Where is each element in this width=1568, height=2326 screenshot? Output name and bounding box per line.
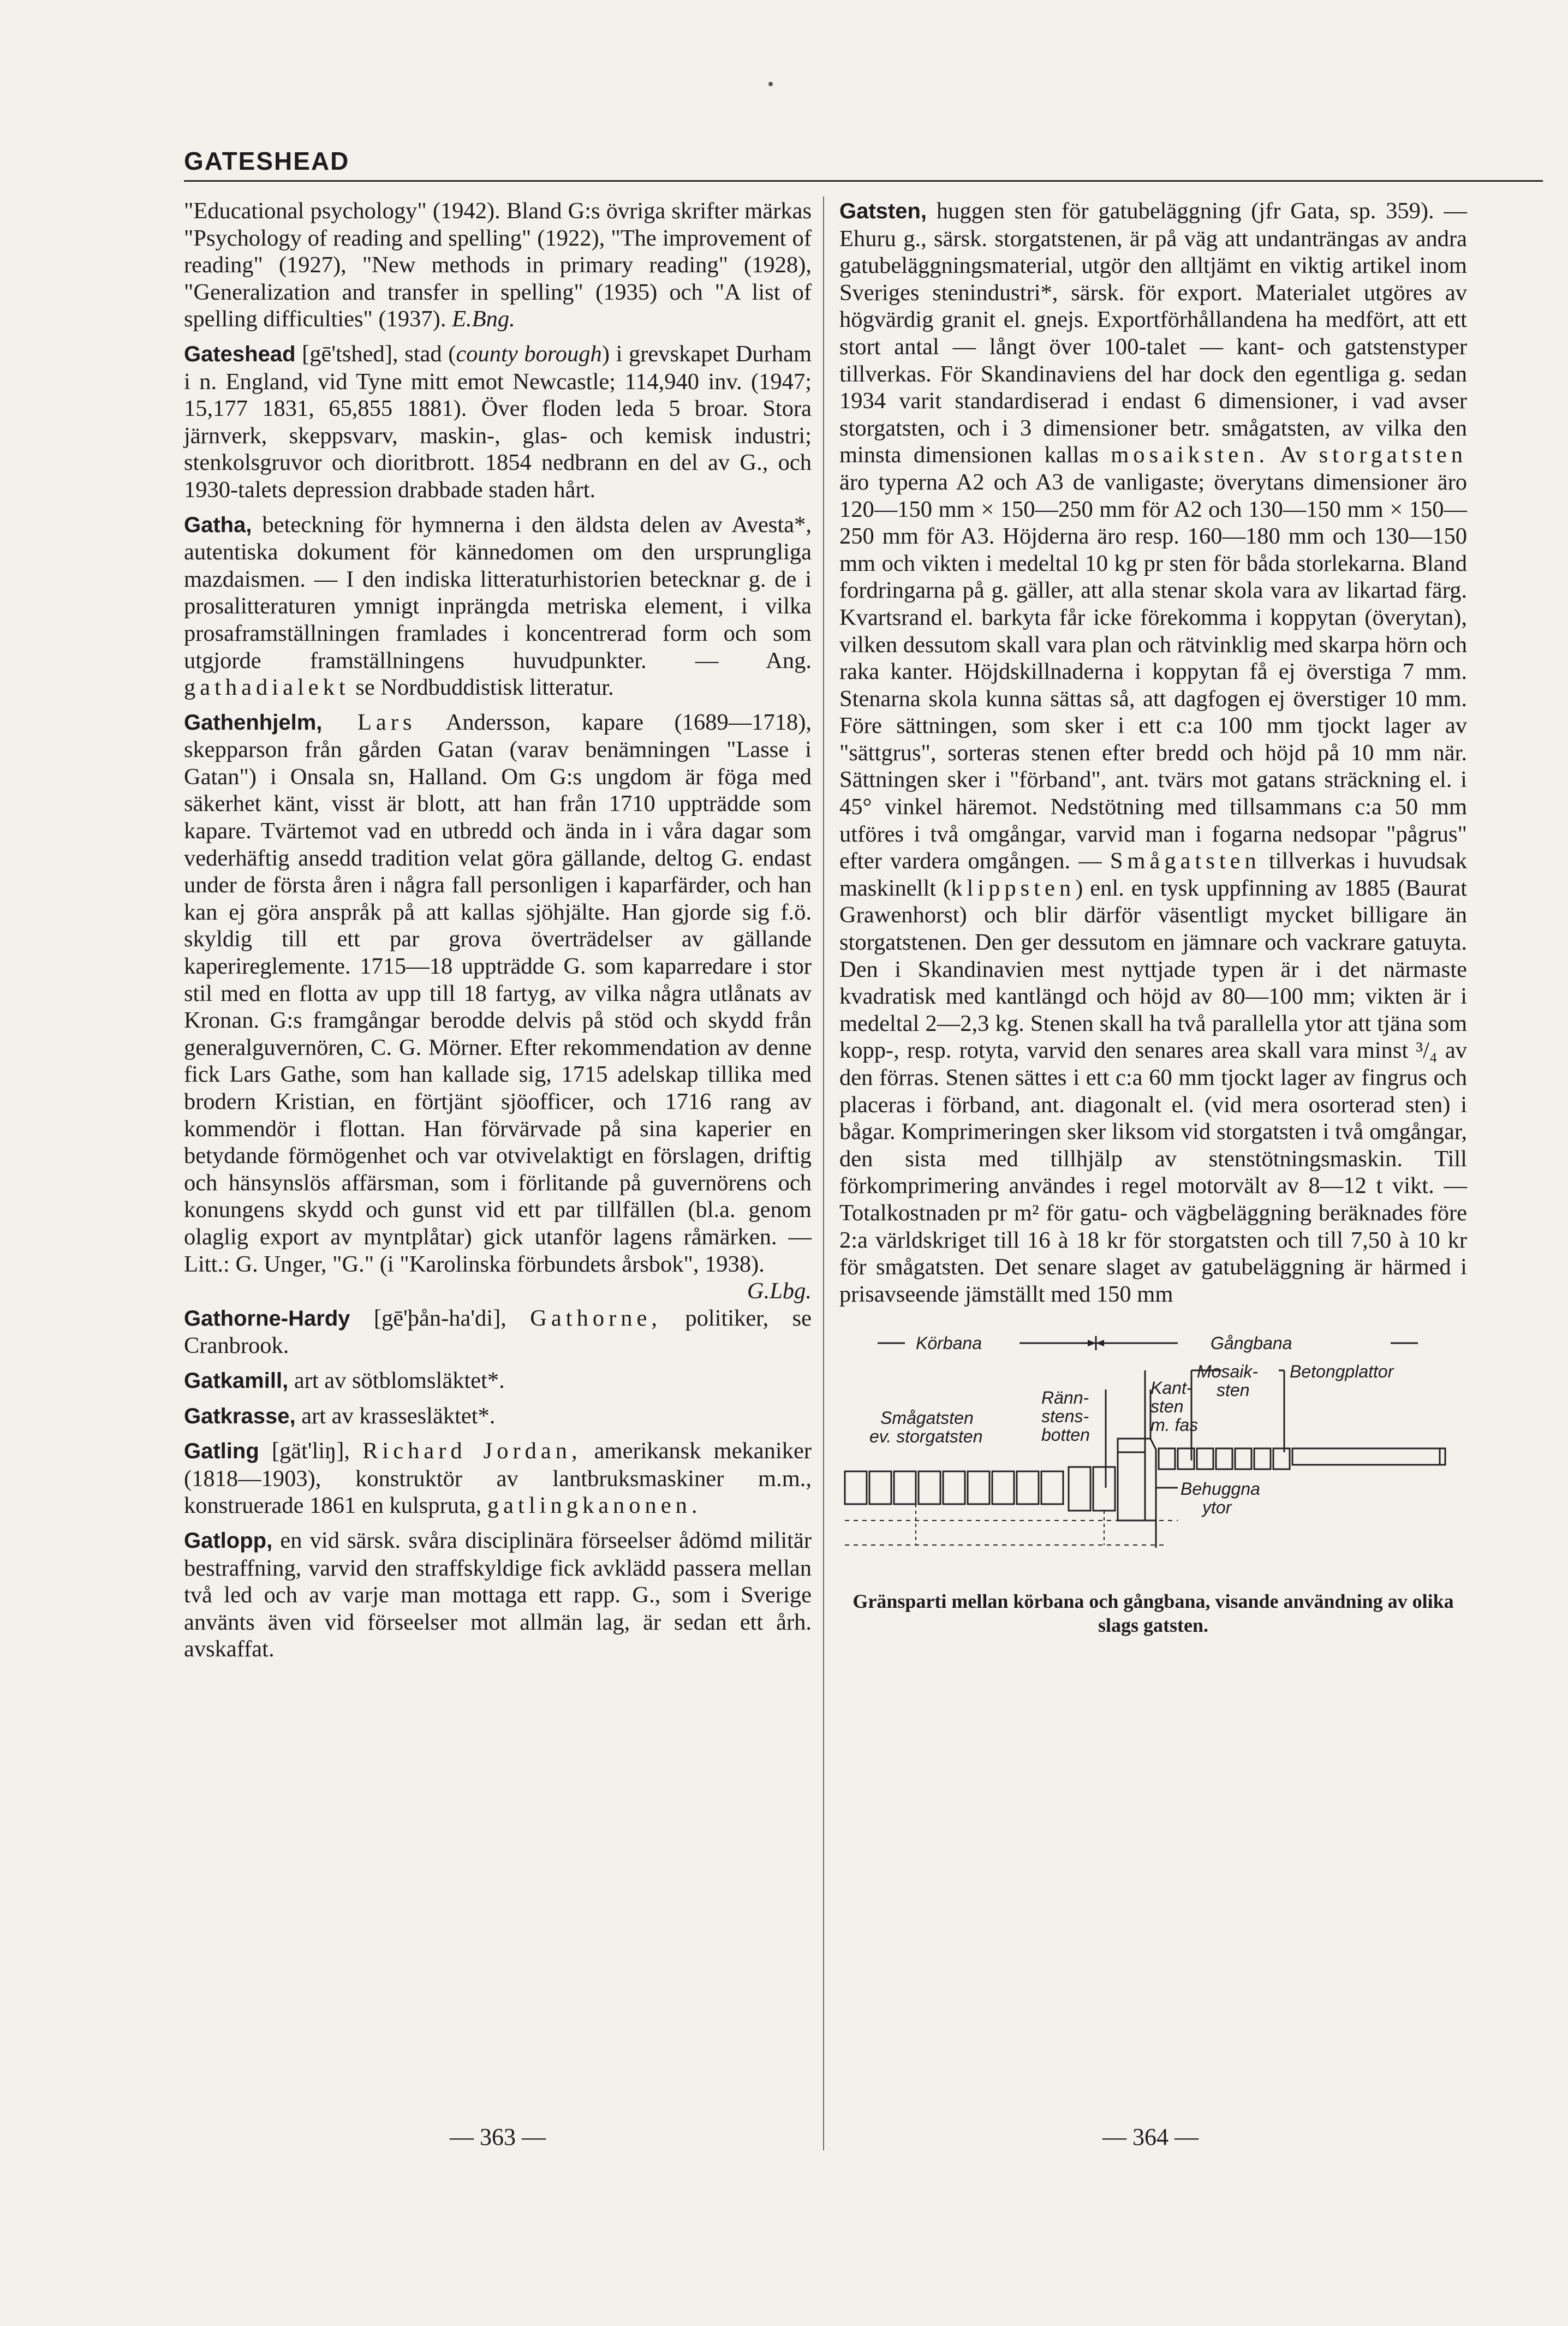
label-rannstensbotten: Ränn- stens- botten	[1041, 1388, 1090, 1445]
page-number-left: — 363 —	[450, 2124, 546, 2150]
entry-gatha: Gatha, beteckning för hymnerna i den äldsta delen av Avesta*, autentiska dokument för kännedomen om den ursprungliga mazdaismen. — I den indiska litteraturhistorien betecknar g. de i prosalitteraturen ymnigt inprängda metriska element, i vilka prosaframställningen framlades i koncentrerad form och som utgjorde framställningens huvudpunkter. — Ang. gathadialekt se Nordbuddistisk litteratur.	[184, 511, 812, 701]
headword: Gatkamill,	[184, 1368, 289, 1393]
label-mosaiksten: Mosaik- sten	[1197, 1362, 1259, 1400]
author-signature: G.Lbg.	[747, 1278, 812, 1304]
print-dot	[768, 82, 773, 86]
page-header	[184, 146, 1543, 182]
headword: Gatlopp,	[184, 1528, 273, 1553]
label-smagatsten: Smågatsten ev. storgatsten	[869, 1408, 983, 1447]
headword: Gatkrasse,	[184, 1404, 296, 1428]
page-number-right: — 364 —	[1102, 2124, 1199, 2150]
entry-gatling: Gatling [gät'liŋ], Richard Jordan, amerikansk mekaniker (1818—1903), konstruktör av lantbruksmaskiner m.m., konstruerade 1861 en kulspruta, gatlingkanonen.	[184, 1438, 812, 1519]
column-divider	[823, 196, 824, 2150]
label-gangbana: Gångbana	[1211, 1333, 1292, 1353]
headword: Gathenhjelm,	[184, 710, 323, 735]
curb-cross-section-figure	[839, 1324, 1467, 1581]
entry-gatsten: Gatsten, huggen sten för gatubeläggning (jfr Gata, sp. 359). — Ehuru g., särsk. storgatstenen, är på väg att undanträngas av andra gatubeläggningsmaterial, utgör den alltjämt en viktig artikel inom Sveriges stenindustri*, särsk. för export. Materialet utgöres av högvärdig granit el. gnejs. Exportförhållandena ha medfört, att ett stort antal — långt över 100-talet — kant- och gatstenstyper tillverkas. För Skandinaviens del har dock den egentliga g. sedan 1934 varit standardiserad i endast 6 dimensioner, i vad avser storgatsten, och i 3 dimensioner betr. smågatsten, av vilka den minsta dimensionen kallas mosaiksten. Av storgatsten äro typerna A2 och A3 de vanligaste; överytans dimensioner äro 120—150 mm × 150—250 mm för A2 och 130—150 mm × 150—250 mm för A3. Höjderna äro resp. 160—180 mm och 130—150 mm och vikten i medeltal 10 kg pr sten för båda storlekarna. Bland fordringarna på g. gäller, att alla stenar skola vara av likartad färg. Kvartsrand el. barkyta får icke förekomma i koppytan (överytan), vilken dessutom skall vara plan och rätvinklig med skarpa hörn och raka kanter. Höjdskillnaderna i koppytan få ej överstiga 7 mm. Stenarna skola kunna sättas så, att dagfogen ej överstiger 10 mm. Före sättningen, som sker i ett c:a 100 mm tjockt lager av "sättgrus", sorteras stenen efter bredd och höjd på 10 mm när. Sättningen sker i "förband", ant. tvärs mot gatans sträckning el. i 45° vinkel häremot. Nedstötning med tillsammans c:a 50 mm utföres i två omgångar, varvid man i fogarna nedsopar "pågrus" efter vardera omgången. — Smågatsten tillverkas i huvudsak maskinellt (klippsten) enl. en tysk uppfinning av 1885 (Baurat Grawenhorst) och blir därför väsentligt mycket billigare än storgatstenen. Den ger dessutom en jämnare och vackrare gatuyta. Den i Skandinavien mest nyttjade typen är i det närmaste kvadratisk med kantlängd och höjd av 80—100 mm; vikten är i medeltal 2—2,3 kg. Stenen skall ha två parallella ytor att tjäna som kopp-, resp. rotyta, varvid den senares area skall vara minst ³/₄ av den förras. Stenen sättes i ett c:a 60 mm tjockt lager av fingrus och placeras i förband, ant. diagonalt el. (vid mera osorterad sten) i bågar. Komprimeringen sker liksom vid storgatsten i två omgångar, den sista med tillhjälp av stenstötningsmaskin. Till förkomprimering användes i regel motorvält av 8—12 t vikt. — Totalkostnaden pr m² för gatu- och vägbeläggning beräknades före 2:a världskriget till 16 à 18 kr för storgatsten och till 7,50 à 10 kr för smågatsten. Det senare slaget av gatubeläggning är härmed i prisavseende jämställt med 150 mm	[839, 198, 1467, 1307]
entry-continuation: "Educational psychology" (1942). Bland G:s övriga skrifter märkas "Psychology of reading and spelling" (1922), "The improvement of reading" (1927), "New methods in primary reading" (1928), "Generalization and transfer in spelling" (1935) och "A list of spelling difficulties" (1937). E.Bng.	[184, 198, 812, 332]
entry-gatkrasse: Gatkrasse, art av krassesläktet*.	[184, 1403, 496, 1429]
figure-caption: Gränsparti mellan körbana och gångbana, visande användning av olika slags gatsten.	[852, 1590, 1454, 1637]
headword: Gateshead	[184, 342, 296, 366]
headword: Gatsten,	[839, 199, 927, 223]
entry-gatkamill: Gatkamill, art av sötblomsläktet*.	[184, 1367, 505, 1393]
headword: Gatling	[184, 1439, 259, 1464]
label-betongplattor: Betongplattor	[1290, 1362, 1394, 1382]
label-korbana: Körbana	[916, 1333, 982, 1353]
entry-gateshead: Gateshead [gē'tshed], stad (county borough) i grevskapet Durham i n. England, vid Tyne mitt emot Newcastle; 114,940 inv. (1947; 15,177 1831, 65,855 1881). Över floden leda 5 broar. Stora järnverk, skeppsvarv, maskin-, glas- och kemisk industri; stenkolsgruvor och dioritbrott. 1854 nedbrann en del av G., och 1930-talets depression drabbade staden hårt.	[184, 341, 812, 503]
entry-gathenhjelm: Gathenhjelm, Lars Andersson, kapare (1689—1718), skepparson från gården Gatan (varav benämningen "Lasse i Gatan") i Onsala sn, Halland. Om G:s ungdom är föga med säkerhet känt, visst är blott, att han från 1710 uppträdde som kapare. Tvärtemot vad en utbredd och ända in i våra dagar som vederhäftig ansedd tradition velat göra gällande, deltog G. endast under de första åren i några fall personligen i kaparfärder, och han kan ej göra anspråk på att kallas sjöhjälte. Han gjorde sig f.ö. skyldig till ett par grova överträdelser av gällande kaperireglemente. 1715—18 uppträdde G. som kaparredare i stor stil med en flotta av upp till 18 fartyg, av vilka några utlånats av Kronan. G:s framgångar berodde delvis på stöd och skydd från generalguvernören, C. G. Mörner. Efter rekommendation av denne fick Lars Gathe, som han kallade sig, 1715 adelskap tillika med brodern Kristian, en förtjänt sjöofficer, och 1716 rang av kommendör i flottan. Han förvärvade på sina kaperier en betydande förmögenhet och var otvivelaktigt en förslagen, driftig och hänsynslös affärsman, som i förlitande på guvernörens och konungens skydd och gunst vid ett par tillfällen (bl.a. genom olaglig export av myntplåtar) gick utanför lagens råmärken. — Litt.: G. Unger, "G." (i "Karolinska förbundets årsbok", 1938). G.Lbg.	[184, 709, 812, 1304]
headword: Gathorne-Hardy	[184, 1306, 350, 1331]
author-signature: E.Bng.	[452, 306, 515, 332]
running-head: GATESHEAD	[184, 147, 350, 175]
left-column	[184, 198, 812, 1663]
right-column	[839, 198, 1467, 1637]
label-behuggna-ytor: Behuggna ytor	[1181, 1479, 1260, 1518]
label-kantsten: Kant- sten m. fas	[1150, 1378, 1199, 1435]
entry-gathorne-hardy: Gathorne-Hardy [gē'þån-ha'di], Gathorne, politiker, se Cranbrook.	[184, 1305, 812, 1359]
headword: Gatha,	[184, 512, 252, 537]
entry-gatlopp: Gatlopp, en vid särsk. svåra disciplinära förseelser ådömd militär bestraffning, varvid den straffskyldige fick avklädd passera mellan två led och av varje man mottaga ett rapp. G., som i Sverige använts även vid förseelser mot allmän lag, är sedan ett årh. avskaffat.	[184, 1527, 812, 1662]
